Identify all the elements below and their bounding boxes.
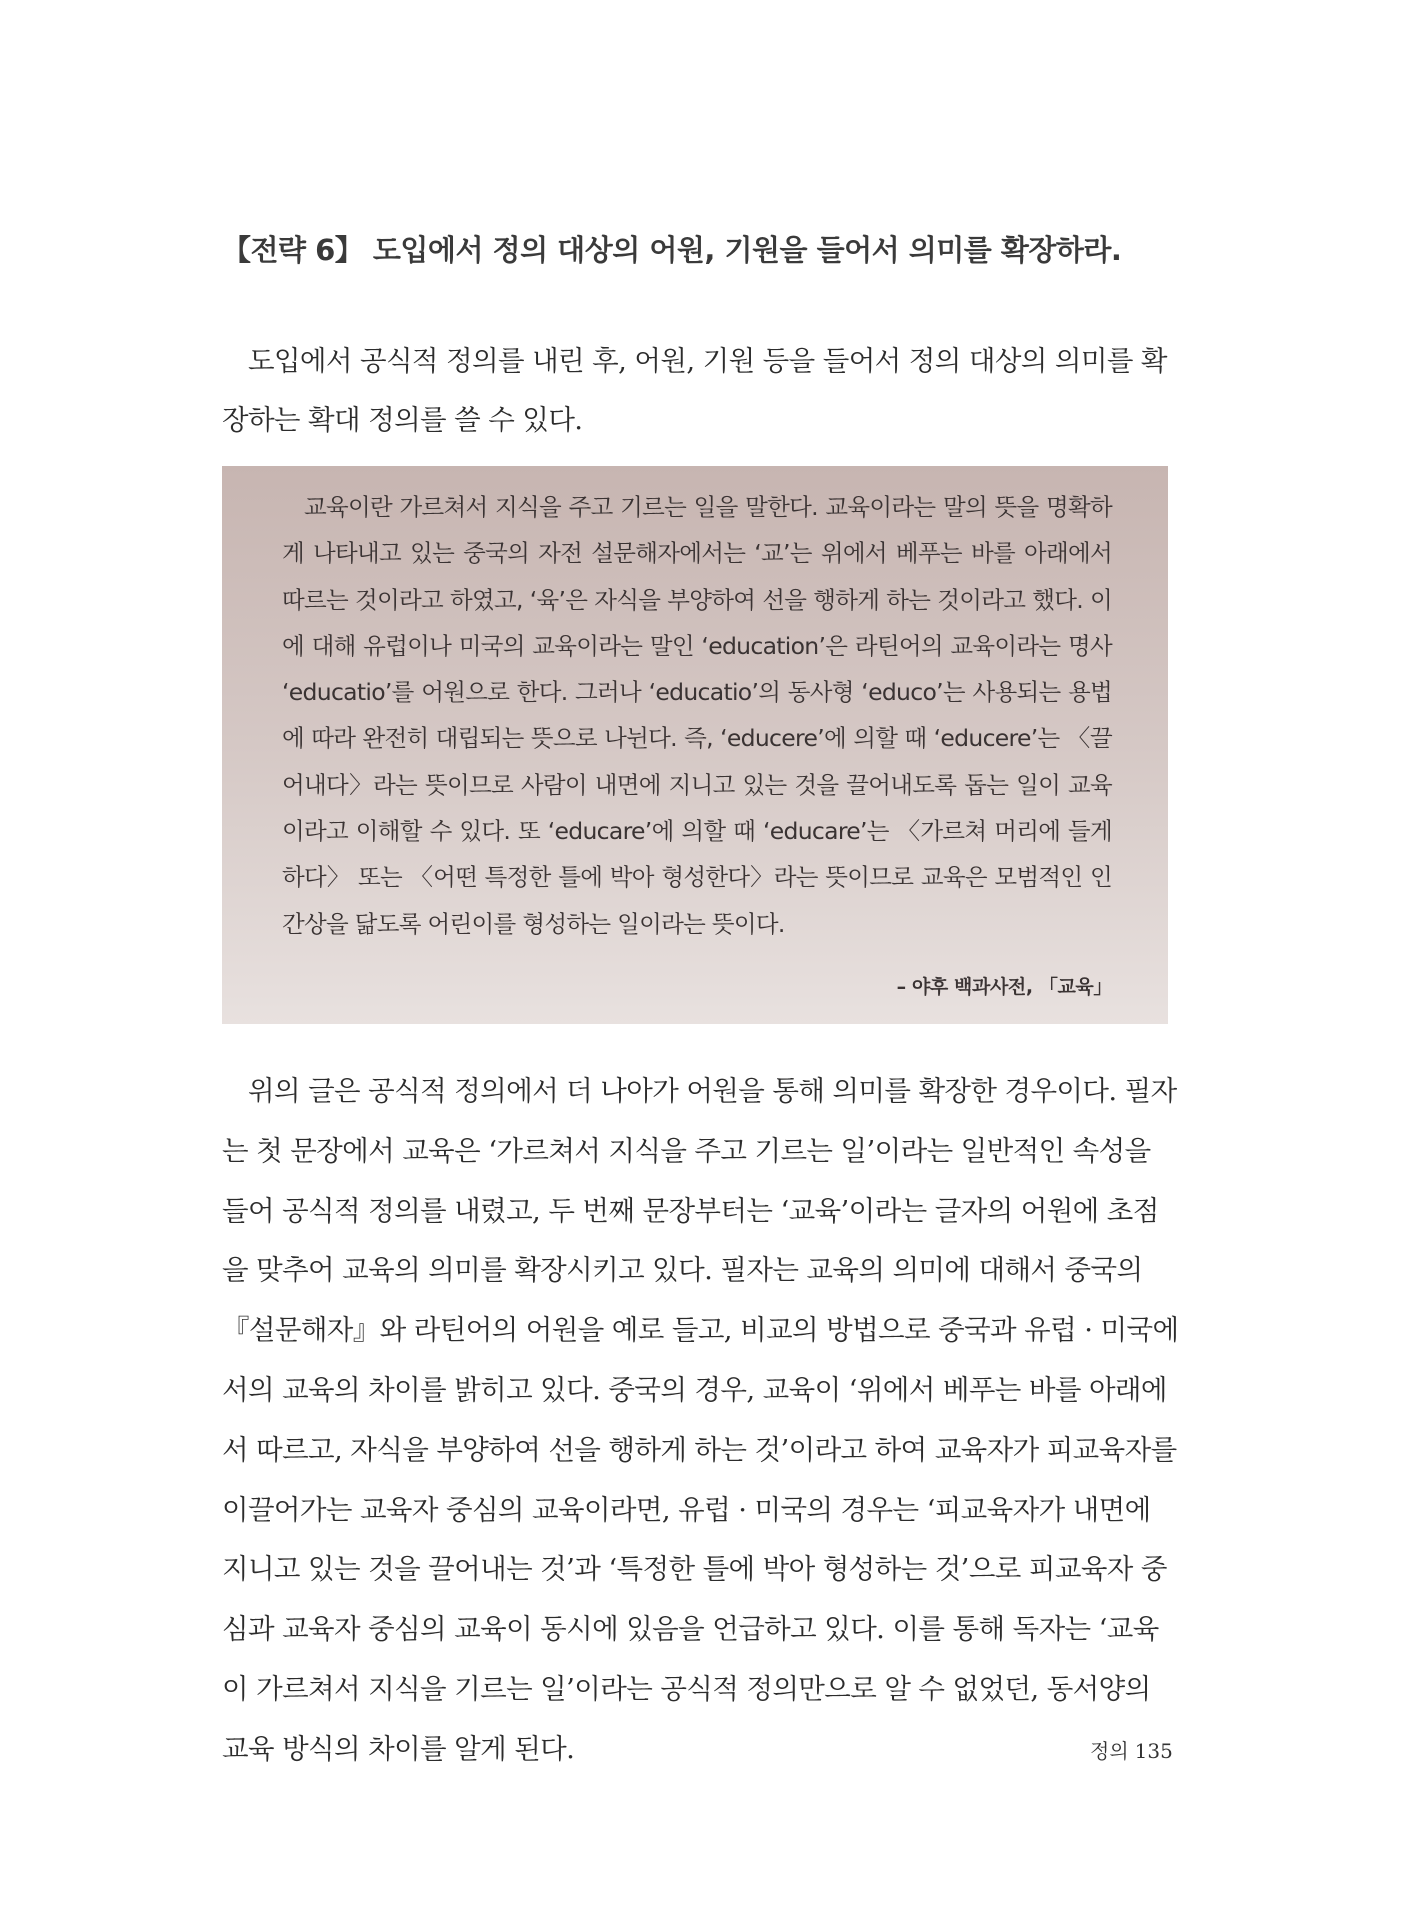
page-footer — [1090, 1735, 1173, 1764]
intro-paragraph — [222, 332, 1182, 450]
page-number: 135 — [1134, 1739, 1173, 1763]
quote-text — [282, 484, 1112, 947]
analysis-paragraph — [222, 1062, 1182, 1780]
quote-box — [222, 466, 1168, 1024]
quote-source: – 야후 백과사전, 「교육」 — [896, 976, 1112, 998]
intro-paragraph-text: 도입에서 공식적 정의를 내린 후, 어원, 기원 등을 들어서 정의 대상의 의미를 확장하는 확대 정의를 쓸 수 있다. — [222, 345, 1167, 436]
footer-section-title: 정의 — [1090, 1739, 1129, 1763]
analysis-paragraph-text: 위의 글은 공식적 정의에서 더 나아가 어원을 통해 의미를 확장한 경우이다. 필자는 첫 문장에서 교육은 ‘가르쳐서 지식을 주고 기르는 일’이라는 일반적인 속성을 들어 공식적 정의를 내렸고, 두 번째 문장부터는 ‘교육’이라는 글자의 어원에 초점을 맞추어 교육의 의미를 확장시키고 있다. 필자는 교육의 의미에 대해서 중국의 『설문해자』와 라틴어의 어원을 예로 들고, 비교의 방법으로 중국과 유럽 · 미국에서의 교육의 차이를 밝히고 있다. 중국의 경우, 교육이 ‘위에서 베푸는 바를 아래에서 따르고, 자식을 부양하여 선을 행하게 하는 것’이라고 하여 교육자가 피교육자를 이끌어가는 교육자 중심의 교육이라면, 유럽 · 미국의 경우는 ‘피교육자가 내면에 지니고 있는 것을 끌어내는 것’과 ‘특정한 틀에 박아 형성하는 것’으로 피교육자 중심과 교육자 중심의 교육이 동시에 있음을 언급하고 있다. 이를 통해 독자는 ‘교육이 가르쳐서 지식을 기르는 일’이라는 공식적 정의만으로 알 수 없었던, 동서양의 교육 방식의 차이를 알게 된다. — [222, 1075, 1179, 1765]
quote-text-content: 교육이란 가르쳐서 지식을 주고 기르는 일을 말한다. 교육이라는 말의 뜻을 명확하게 나타내고 있는 중국의 자전 설문해자에서는 ‘교’는 위에서 베푸는 바를 아래에서 따르는 것이라고 하였고, ‘육’은 자식을 부양하여 선을 행하게 하는 것이라고 했다. 이에 대해 유럽이나 미국의 교육이라는 말인 ‘education’은 라틴어의 교육이라는 명사 ‘educatio’를 어원으로 한다. 그러나 ‘educatio’의 동사형 ‘educo’는 사용되는 용법에 따라 완전히 대립되는 뜻으로 나뉜다. 즉, ‘educere’에 의할 때 ‘educere’는 〈끌어내다〉라는 뜻이므로 사람이 내면에 지니고 있는 것을 끌어내도록 돕는 일이 교육이라고 이해할 수 있다. 또 ‘educare’에 의할 때 ‘educare’는 〈가르쳐 머리에 들게 하다〉 또는 〈어떤 특정한 틀에 박아 형성한다〉라는 뜻이므로 교육은 모범적인 인간상을 닮도록 어린이를 형성하는 일이라는 뜻이다. — [282, 493, 1112, 938]
strategy-heading: 【전략 6】 도입에서 정의 대상의 어원, 기원을 들어서 의미를 확장하라. — [222, 233, 1122, 267]
